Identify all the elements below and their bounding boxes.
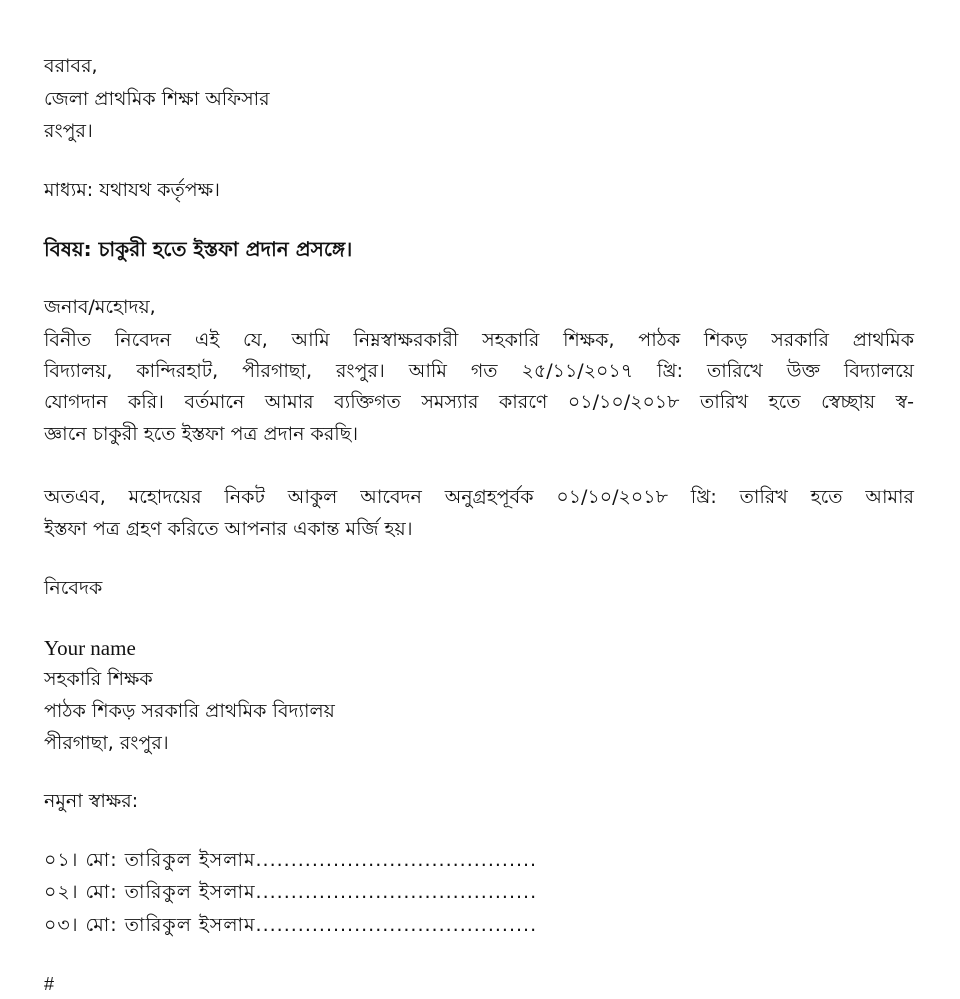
address-salutation: বরাবর, bbox=[44, 55, 98, 77]
signature-location: পীরগাছা, রংপুর। bbox=[44, 732, 169, 754]
body-line-3: যোগদান করি। বর্তমানে আমার ব্যক্তিগত সমস্যার কারণে ০১/১০/২০১৮ তারিখ হতে স্বেচ্ছায় স্ব- bbox=[44, 391, 914, 413]
body-line-2: বিদ্যালয়, কান্দিরহাট, পীরগাছা, রংপুর। আমি গত ২৫/১১/২০১৭ খ্রি: তারিখে উক্ত বিদ্যালয়ে bbox=[44, 360, 914, 382]
request-line-2: ইস্তফা পত্র গ্রহণ করিতে আপনার একান্ত মর্জি হয়। bbox=[44, 518, 413, 540]
signature-designation: সহকারি শিক্ষক bbox=[44, 668, 153, 690]
closing: নিবেদক bbox=[44, 577, 103, 599]
request-line-1: অতএব, মহোদয়ের নিকট আকুল আবেদন অনুগ্রহপূর্বক ০১/১০/২০১৮ খ্রি: তারিখ হতে আমার bbox=[44, 486, 914, 508]
sample-signature-2: ০২। মো: তারিকুল ইসলাম........................................ bbox=[44, 881, 538, 903]
greeting: জনাব/মহোদয়, bbox=[44, 296, 156, 318]
body-line-4: জ্ঞানে চাকুরী হতে ইস্তফা পত্র প্রদান করছি। bbox=[44, 423, 359, 445]
footer-hash-mark: # bbox=[44, 974, 55, 994]
recipient-title: জেলা প্রাথমিক শিক্ষা অফিসার bbox=[44, 88, 270, 110]
sample-signature-1: ০১। মো: তারিকুল ইসলাম........................................ bbox=[44, 849, 538, 871]
signature-name: Your name bbox=[44, 636, 136, 660]
recipient-place: রংপুর। bbox=[44, 120, 93, 142]
sample-signature-3: ০৩। মো: তারিকুল ইসলাম........................................ bbox=[44, 914, 538, 936]
subject-line: বিষয়: চাকুরী হতে ইস্তফা প্রদান প্রসঙ্গে। bbox=[44, 237, 353, 261]
via-line: মাধ্যম: যথাযথ কর্তৃপক্ষ। bbox=[44, 179, 220, 201]
signature-school: পাঠক শিকড় সরকারি প্রাথমিক বিদ্যালয় bbox=[44, 700, 335, 722]
body-line-1: বিনীত নিবেদন এই যে, আমি নিম্নস্বাক্ষরকারী সহকারি শিক্ষক, পাঠক শিকড় সরকারি প্রাথমিক bbox=[44, 329, 914, 351]
sample-signature-label: নমুনা স্বাক্ষর: bbox=[44, 790, 139, 812]
